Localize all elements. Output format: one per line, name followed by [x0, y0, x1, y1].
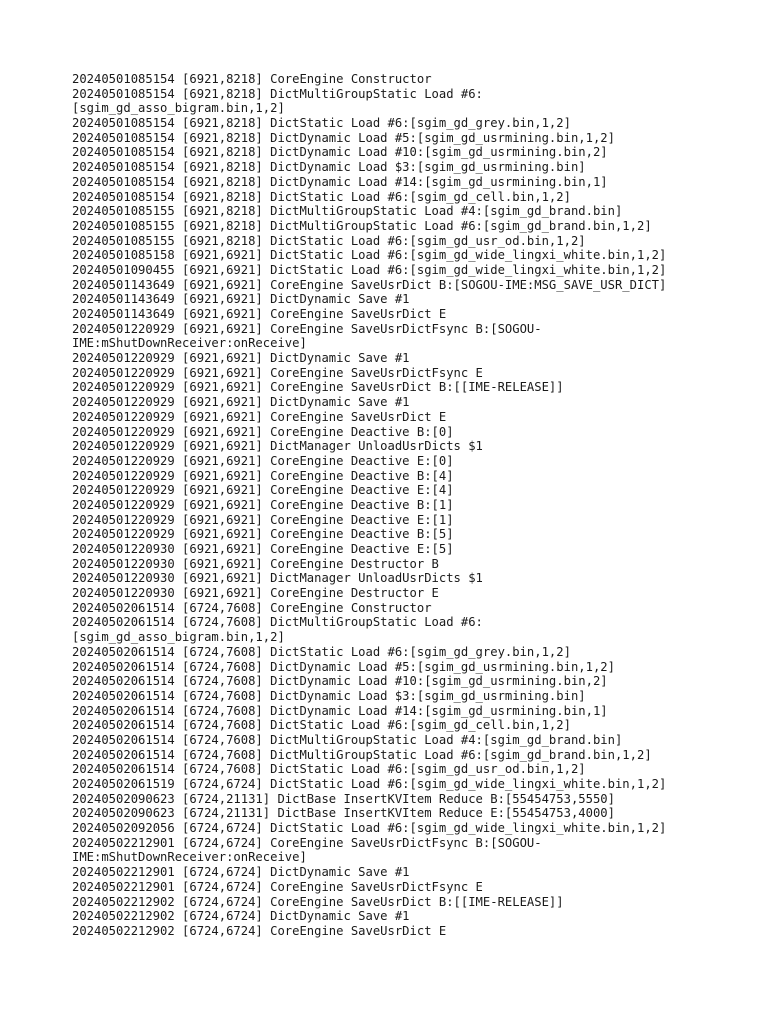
log-line: 20240501143649 [6921,6921] CoreEngine SaveUsrDict E [72, 307, 447, 321]
log-line: [sgim_gd_asso_bigram.bin,1,2] [72, 630, 285, 645]
log-line: 20240501085154 [6921,8218] DictStatic Load #6:[sgim_gd_grey.bin,1,2] [72, 116, 571, 131]
log-line: 20240501220929 [6921,6921] CoreEngine Deactive E:[4] [72, 483, 454, 498]
log-line: 20240501143649 [6921,6921] DictDynamic Save #1 [72, 292, 410, 307]
log-line: 20240502061514 [6724,7608] DictDynamic Load #10:[sgim_gd_usrmining.bin,2] [72, 674, 608, 689]
log-line: 20240501220929 [6921,6921] CoreEngine SaveUsrDict E [72, 409, 447, 424]
log-line: 20240502061514 [6724,7608] CoreEngine Constructor [72, 600, 432, 615]
log-line: 20240501085155 [6921,8218] DictMultiGroupStatic Load #6:[sgim_gd_brand.bin,1,2] [72, 218, 652, 233]
log-line: 20240501220929 [6921,6921] CoreEngine Deactive B:[1] [72, 497, 454, 512]
log-line: 20240501085154 [6921,8218] CoreEngine Constructor [72, 72, 432, 86]
log-line: 20240502061514 [6724,7608] DictDynamic Load #5:[sgim_gd_usrmining.bin,1,2] [72, 659, 615, 674]
log-line: 20240501220929 [6921,6921] CoreEngine SaveUsrDict B:[[IME-RELEASE]] [72, 380, 564, 395]
log-line: 20240501085154 [6921,8218] DictStatic Load #6:[sgim_gd_cell.bin,1,2] [72, 189, 571, 204]
log-line: 20240501220930 [6921,6921] DictManager UnloadUsrDicts $1 [72, 571, 483, 586]
log-line: IME:mShutDownReceiver:onReceive] [72, 850, 307, 865]
log-line: 20240501085154 [6921,8218] DictDynamic Load $3:[sgim_gd_usrmining.bin] [72, 160, 586, 175]
log-line: 20240502212902 [6724,6724] DictDynamic Save #1 [72, 909, 410, 924]
log-line: 20240501090455 [6921,6921] DictStatic Load #6:[sgim_gd_wide_lingxi_white.bin,1,2] [72, 262, 667, 277]
log-line: 20240501220930 [6921,6921] CoreEngine Destructor B [72, 556, 439, 571]
log-line: 20240502212901 [6724,6724] CoreEngine SaveUsrDictFsync B:[SOGOU- [72, 835, 542, 850]
log-document [72, 72, 712, 939]
log-line: 20240501220930 [6921,6921] CoreEngine Deactive E:[5] [72, 542, 454, 556]
log-line: IME:mShutDownReceiver:onReceive] [72, 336, 307, 351]
log-line: 20240502212901 [6724,6724] CoreEngine SaveUsrDictFsync E [72, 879, 483, 894]
log-line: 20240502061514 [6724,7608] DictMultiGroupStatic Load #4:[sgim_gd_brand.bin] [72, 732, 623, 747]
log-line: 20240502061514 [6724,7608] DictDynamic Load #14:[sgim_gd_usrmining.bin,1] [72, 703, 608, 718]
log-line: 20240502212902 [6724,6724] CoreEngine SaveUsrDict E [72, 923, 447, 938]
log-line: 20240502061519 [6724,6724] DictStatic Load #6:[sgim_gd_wide_lingxi_white.bin,1,2] [72, 777, 667, 791]
log-line: 20240502061514 [6724,7608] DictStatic Load #6:[sgim_gd_grey.bin,1,2] [72, 644, 571, 659]
log-line: 20240502212901 [6724,6724] DictDynamic Save #1 [72, 865, 410, 880]
log-line: 20240502061514 [6724,7608] DictStatic Load #6:[sgim_gd_usr_od.bin,1,2] [72, 762, 586, 777]
log-line: 20240502061514 [6724,7608] DictStatic Load #6:[sgim_gd_cell.bin,1,2] [72, 718, 571, 733]
log-line: 20240502090623 [6724,21131] DictBase InsertKVItem Reduce E:[55454753,4000] [72, 806, 615, 821]
log-line: 20240502061514 [6724,7608] DictDynamic Load $3:[sgim_gd_usrmining.bin] [72, 688, 586, 703]
log-line: 20240502061514 [6724,7608] DictMultiGroupStatic Load #6:[sgim_gd_brand.bin,1,2] [72, 747, 652, 762]
log-line: 20240501085155 [6921,8218] DictStatic Load #6:[sgim_gd_usr_od.bin,1,2] [72, 233, 586, 248]
log-line: 20240501143649 [6921,6921] CoreEngine SaveUsrDict B:[SOGOU-IME:MSG_SAVE_USR_DICT] [72, 277, 667, 292]
log-line: 20240501085154 [6921,8218] DictDynamic Load #5:[sgim_gd_usrmining.bin,1,2] [72, 130, 615, 145]
log-line: 20240502061514 [6724,7608] DictMultiGroupStatic Load #6: [72, 615, 483, 630]
log-line: 20240501220929 [6921,6921] CoreEngine SaveUsrDictFsync E [72, 365, 483, 380]
log-line: 20240501220929 [6921,6921] CoreEngine Deactive E:[1] [72, 512, 454, 527]
log-line: 20240502090623 [6724,21131] DictBase InsertKVItem Reduce B:[55454753,5550] [72, 791, 615, 806]
log-line: 20240502212902 [6724,6724] CoreEngine SaveUsrDict B:[[IME-RELEASE]] [72, 894, 564, 909]
log-line: 20240501220929 [6921,6921] CoreEngine Deactive B:[5] [72, 527, 454, 542]
log-line: 20240501220929 [6921,6921] DictDynamic Save #1 [72, 395, 410, 410]
log-line: 20240502092056 [6724,6724] DictStatic Load #6:[sgim_gd_wide_lingxi_white.bin,1,2] [72, 821, 667, 836]
log-line: 20240501085158 [6921,6921] DictStatic Load #6:[sgim_gd_wide_lingxi_white.bin,1,2] [72, 248, 667, 263]
log-line: 20240501220930 [6921,6921] CoreEngine Destructor E [72, 586, 439, 601]
log-line: 20240501220929 [6921,6921] CoreEngine SaveUsrDictFsync B:[SOGOU- [72, 321, 542, 336]
log-line: 20240501220929 [6921,6921] CoreEngine Deactive B:[4] [72, 468, 454, 483]
log-line: [sgim_gd_asso_bigram.bin,1,2] [72, 101, 285, 116]
log-line: 20240501085155 [6921,8218] DictMultiGroupStatic Load #4:[sgim_gd_brand.bin] [72, 204, 623, 219]
log-line: 20240501220929 [6921,6921] CoreEngine Deactive E:[0] [72, 453, 454, 468]
log-line: 20240501085154 [6921,8218] DictDynamic Load #10:[sgim_gd_usrmining.bin,2] [72, 145, 608, 160]
log-line: 20240501220929 [6921,6921] DictManager UnloadUsrDicts $1 [72, 439, 483, 454]
log-line: 20240501085154 [6921,8218] DictDynamic Load #14:[sgim_gd_usrmining.bin,1] [72, 174, 608, 189]
log-line: 20240501085154 [6921,8218] DictMultiGroupStatic Load #6: [72, 86, 483, 101]
log-line: 20240501220929 [6921,6921] DictDynamic Save #1 [72, 351, 410, 366]
log-line: 20240501220929 [6921,6921] CoreEngine Deactive B:[0] [72, 424, 454, 439]
